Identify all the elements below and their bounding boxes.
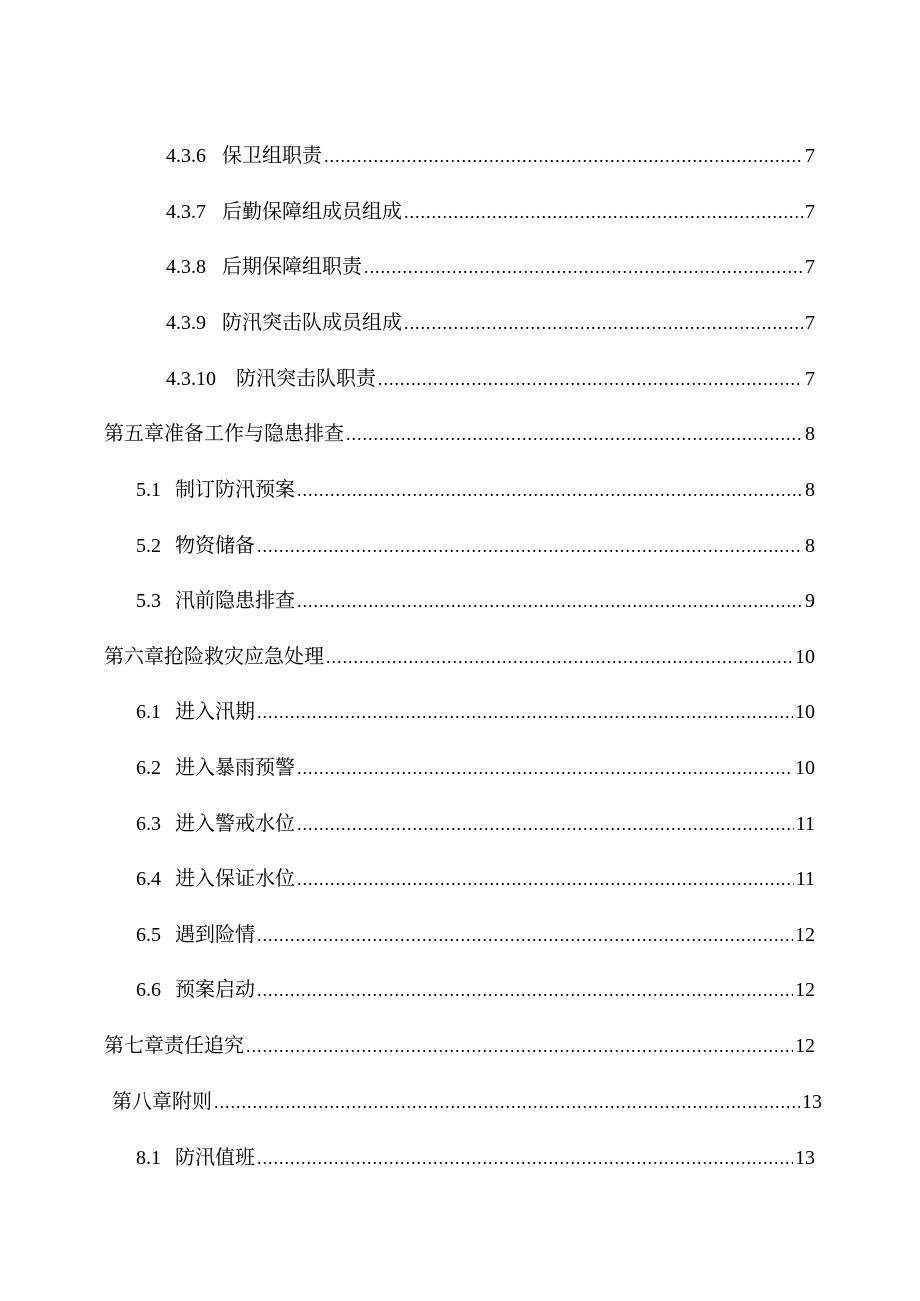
toc-chapter-title: 第八章附则: [112, 1089, 212, 1113]
toc-entry-title: 后期保障组职责: [222, 254, 362, 278]
toc-entry-title: 后勤保障组成员组成: [222, 199, 402, 223]
toc-chapter-title: 第六章抢险救灾应急处理: [104, 644, 324, 668]
toc-dot-leader: [324, 141, 803, 171]
toc-dot-leader: [404, 308, 803, 338]
toc-entry[interactable]: [136, 696, 815, 726]
toc-entry-title: 防汛值班: [175, 1145, 255, 1169]
toc-dot-leader: [246, 1031, 793, 1061]
toc-dot-leader: [257, 697, 793, 727]
toc-entry-page: 7: [805, 368, 815, 390]
toc-entry[interactable]: [166, 363, 815, 393]
toc-entry[interactable]: [136, 863, 815, 893]
toc-entry[interactable]: [136, 474, 815, 504]
toc-entry-number: 4.3.6: [166, 145, 206, 167]
toc-dot-leader: [346, 419, 803, 449]
toc-entry[interactable]: [136, 752, 815, 782]
toc-entry-number: 8.1: [136, 1147, 161, 1169]
toc-dot-leader: [297, 864, 794, 894]
toc-entry-title: 进入暴雨预警: [175, 755, 295, 779]
toc-entry-page: 12: [795, 1035, 815, 1057]
toc-entry-number: 6.5: [136, 924, 161, 946]
toc-entry[interactable]: [166, 196, 815, 226]
toc-entry-page: 13: [802, 1091, 822, 1113]
toc-entry-page: 12: [795, 979, 815, 1001]
toc-dot-leader: [364, 252, 803, 282]
toc-dot-leader: [297, 475, 803, 505]
toc-dot-leader: [297, 586, 803, 616]
toc-entry-title: 制订防汛预案: [175, 477, 295, 501]
toc-entry-number: 4.3.8: [166, 256, 206, 278]
toc-entry-page: 11: [795, 868, 815, 890]
toc-entry-number: 6.3: [136, 813, 161, 835]
toc-entry[interactable]: [136, 1142, 815, 1172]
toc-entry-page: 7: [805, 145, 815, 167]
toc-entry-number: 6.1: [136, 701, 161, 723]
toc-chapter-entry[interactable]: [104, 1030, 815, 1060]
toc-entry-page: 10: [795, 646, 815, 668]
toc-entry[interactable]: [166, 307, 815, 337]
toc-dot-leader: [257, 1143, 793, 1173]
toc-entry-number: 5.2: [136, 535, 161, 557]
toc-entry-title: 物资储备: [175, 533, 255, 557]
toc-entry-page: 11: [795, 813, 815, 835]
toc-entry-number: 5.3: [136, 590, 161, 612]
toc-dot-leader: [378, 364, 803, 394]
toc-chapter-title: 第五章准备工作与隐患排查: [104, 421, 344, 445]
toc-chapter-title: 第七章责任追究: [104, 1033, 244, 1057]
toc-entry-title: 进入汛期: [175, 699, 255, 723]
toc-entry-page: 10: [795, 757, 815, 779]
toc-dot-leader: [297, 753, 793, 783]
toc-dot-leader: [257, 920, 793, 950]
toc-entry[interactable]: [136, 974, 815, 1004]
toc-entry-page: 8: [805, 423, 815, 445]
toc-entry-page: 9: [805, 590, 815, 612]
toc-entry-page: 13: [795, 1147, 815, 1169]
toc-entry-title: 保卫组职责: [222, 143, 322, 167]
toc-entry-page: 7: [805, 312, 815, 334]
toc-entry-number: 6.2: [136, 757, 161, 779]
toc-entry[interactable]: [136, 919, 815, 949]
toc-entry-title: 防汛突击队职责: [236, 366, 376, 390]
toc-entry[interactable]: [166, 140, 815, 170]
toc-entry-page: 12: [795, 924, 815, 946]
toc-chapter-entry[interactable]: [112, 1086, 822, 1116]
toc-entry-title: 进入保证水位: [175, 866, 295, 890]
toc-dot-leader: [404, 197, 803, 227]
toc-entry-number: 6.6: [136, 979, 161, 1001]
toc-entry-number: 4.3.7: [166, 201, 206, 223]
toc-chapter-entry[interactable]: [104, 418, 815, 448]
toc-entry-page: 8: [805, 535, 815, 557]
toc-chapter-entry[interactable]: [104, 641, 815, 671]
toc-dot-leader: [297, 809, 794, 839]
toc-entry-number: 6.4: [136, 868, 161, 890]
toc-entry-number: 5.1: [136, 479, 161, 501]
toc-entry[interactable]: [136, 530, 815, 560]
toc-entry-number: 4.3.9: [166, 312, 206, 334]
toc-dot-leader: [257, 531, 803, 561]
toc-entry-title: 防汛突击队成员组成: [222, 310, 402, 334]
toc-entry[interactable]: [136, 585, 815, 615]
toc-entry-number: 4.3.10: [166, 368, 216, 390]
toc-entry-title: 汛前隐患排查: [175, 588, 295, 612]
toc-dot-leader: [214, 1087, 800, 1117]
toc-entry-title: 进入警戒水位: [175, 811, 295, 835]
toc-dot-leader: [257, 975, 793, 1005]
toc-entry-page: 7: [805, 201, 815, 223]
toc-entry-page: 8: [805, 479, 815, 501]
toc-entry-page: 7: [805, 256, 815, 278]
toc-entry[interactable]: [166, 251, 815, 281]
toc-entry-page: 10: [795, 701, 815, 723]
toc-entry-title: 预案启动: [175, 977, 255, 1001]
toc-dot-leader: [326, 642, 793, 672]
toc-entry-title: 遇到险情: [175, 922, 255, 946]
toc-entry[interactable]: [136, 808, 815, 838]
